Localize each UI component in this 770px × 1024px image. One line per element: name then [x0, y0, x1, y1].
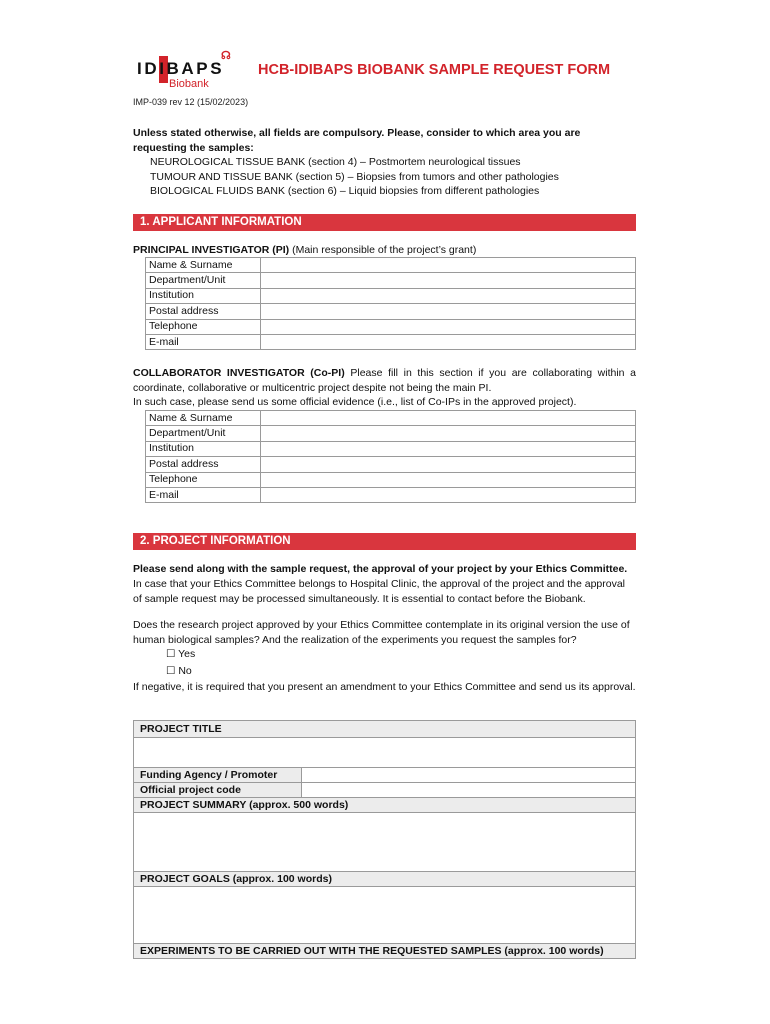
pi-label: PRINCIPAL INVESTIGATOR (PI) — [133, 244, 290, 256]
form-title: HCB-IDIBAPS BIOBANK SAMPLE REQUEST FORM — [258, 62, 611, 78]
table-row — [134, 944, 636, 959]
table-row — [134, 738, 636, 768]
copi-table — [145, 410, 636, 503]
pi-note: (Main responsible of the project’s grant) — [292, 244, 477, 256]
ethics-note: In case that your Ethics Committee belongs to Hospital Clinic, the approval of the project and the approval of sample request may be processed simultaneously. It is essential to contact before the Biobank. — [133, 578, 626, 605]
goals-input[interactable] — [134, 887, 636, 944]
experiments-label: EXPERIMENTS TO BE CARRIED OUT WITH THE REQUESTED SAMPLES (approx. 100 words) — [134, 944, 636, 959]
funding-label: Funding Agency / Promoter — [134, 768, 302, 783]
project-code-label: Official project code — [134, 783, 302, 798]
project-table — [133, 720, 636, 959]
table-row — [146, 304, 636, 319]
field-label: E-mail — [146, 334, 261, 349]
table-row — [146, 411, 636, 426]
pi-institution-input[interactable] — [261, 288, 636, 303]
field-label: Name & Surname — [146, 411, 261, 426]
table-row — [146, 334, 636, 349]
idibaps-biobank-logo — [137, 50, 237, 96]
copi-text: Please fill in this section if you are collaborating within a coordinate, collaborative or multicentric project despite not being the main PI. — [133, 367, 636, 394]
copi-name-input[interactable] — [261, 411, 636, 426]
logo-text: IDIBAPS — [137, 59, 225, 78]
field-label: Department/Unit — [146, 273, 261, 288]
pi-address-input[interactable] — [261, 304, 636, 319]
copi-institution-input[interactable] — [261, 441, 636, 456]
field-label: Postal address — [146, 304, 261, 319]
pi-telephone-input[interactable] — [261, 319, 636, 334]
table-row — [146, 487, 636, 502]
table-row — [134, 783, 636, 798]
table-row — [146, 441, 636, 456]
pi-name-input[interactable] — [261, 258, 636, 273]
table-row — [146, 472, 636, 487]
copi-intro — [133, 366, 636, 395]
pi-table — [145, 257, 636, 350]
bank-item-fluids: BIOLOGICAL FLUIDS BANK (section 6) – Liquid biopsies from different pathologies — [150, 185, 540, 197]
logo-mark-icon: ☊ — [221, 50, 231, 62]
copi-evidence-note: In such case, please send us some official evidence (i.e., list of Co-IPs in the approved project). — [133, 396, 577, 408]
field-label: Name & Surname — [146, 258, 261, 273]
table-row — [146, 457, 636, 472]
option-yes-checkbox[interactable]: ☐ Yes — [166, 648, 196, 660]
field-label: Department/Unit — [146, 426, 261, 441]
copi-email-input[interactable] — [261, 487, 636, 502]
copi-department-input[interactable] — [261, 426, 636, 441]
table-row — [134, 721, 636, 738]
project-code-input[interactable] — [302, 783, 636, 798]
field-label: Postal address — [146, 457, 261, 472]
form-version: IMP-039 rev 12 (15/02/2023) — [133, 97, 249, 107]
copi-address-input[interactable] — [261, 457, 636, 472]
summary-input[interactable] — [134, 813, 636, 872]
field-label: Institution — [146, 441, 261, 456]
logo-subtext: Biobank — [169, 78, 209, 90]
option-no-checkbox[interactable]: ☐ No — [166, 665, 192, 677]
ethics-question: Does the research project approved by your Ethics Committee contemplate in its original version the use of human biological samples? And the realization of the experiments you request the samples for? — [133, 619, 630, 646]
bank-item-neuro: NEUROLOGICAL TISSUE BANK (section 4) – Postmortem neurological tissues — [150, 156, 521, 168]
pi-heading — [133, 243, 636, 258]
pi-email-input[interactable] — [261, 334, 636, 349]
summary-label: PROJECT SUMMARY (approx. 500 words) — [134, 798, 636, 813]
pi-department-input[interactable] — [261, 273, 636, 288]
bank-item-tumour: TUMOUR AND TISSUE BANK (section 5) – Biopsies from tumors and other pathologies — [150, 170, 559, 183]
table-row — [134, 872, 636, 887]
intro-lead: Unless stated otherwise, all fields are compulsory. Please, consider to which area you are requesting the samples: — [133, 127, 581, 154]
table-row — [146, 258, 636, 273]
bank-list — [150, 155, 630, 199]
table-row — [134, 813, 636, 872]
project-title-label: PROJECT TITLE — [134, 721, 636, 738]
ethics-instruction: Please send along with the sample request, the approval of your project by your Ethics Committee. — [133, 563, 628, 575]
field-label: Institution — [146, 288, 261, 303]
table-row — [146, 288, 636, 303]
table-row — [146, 319, 636, 334]
table-row — [146, 273, 636, 288]
table-row — [134, 768, 636, 783]
section-1-header: 1. APPLICANT INFORMATION — [133, 214, 636, 231]
field-label: E-mail — [146, 487, 261, 502]
field-label: Telephone — [146, 319, 261, 334]
section-2-header: 2. PROJECT INFORMATION — [133, 533, 636, 550]
amendment-note: If negative, it is required that you present an amendment to your Ethics Committee and send us its approval. — [133, 681, 636, 693]
table-row — [134, 887, 636, 944]
table-row — [146, 426, 636, 441]
field-label: Telephone — [146, 472, 261, 487]
copi-telephone-input[interactable] — [261, 472, 636, 487]
table-row — [134, 798, 636, 813]
funding-input[interactable] — [302, 768, 636, 783]
goals-label: PROJECT GOALS (approx. 100 words) — [134, 872, 636, 887]
project-title-input[interactable] — [134, 738, 636, 768]
copi-label: COLLABORATOR INVESTIGATOR (Co-PI) — [133, 367, 345, 379]
